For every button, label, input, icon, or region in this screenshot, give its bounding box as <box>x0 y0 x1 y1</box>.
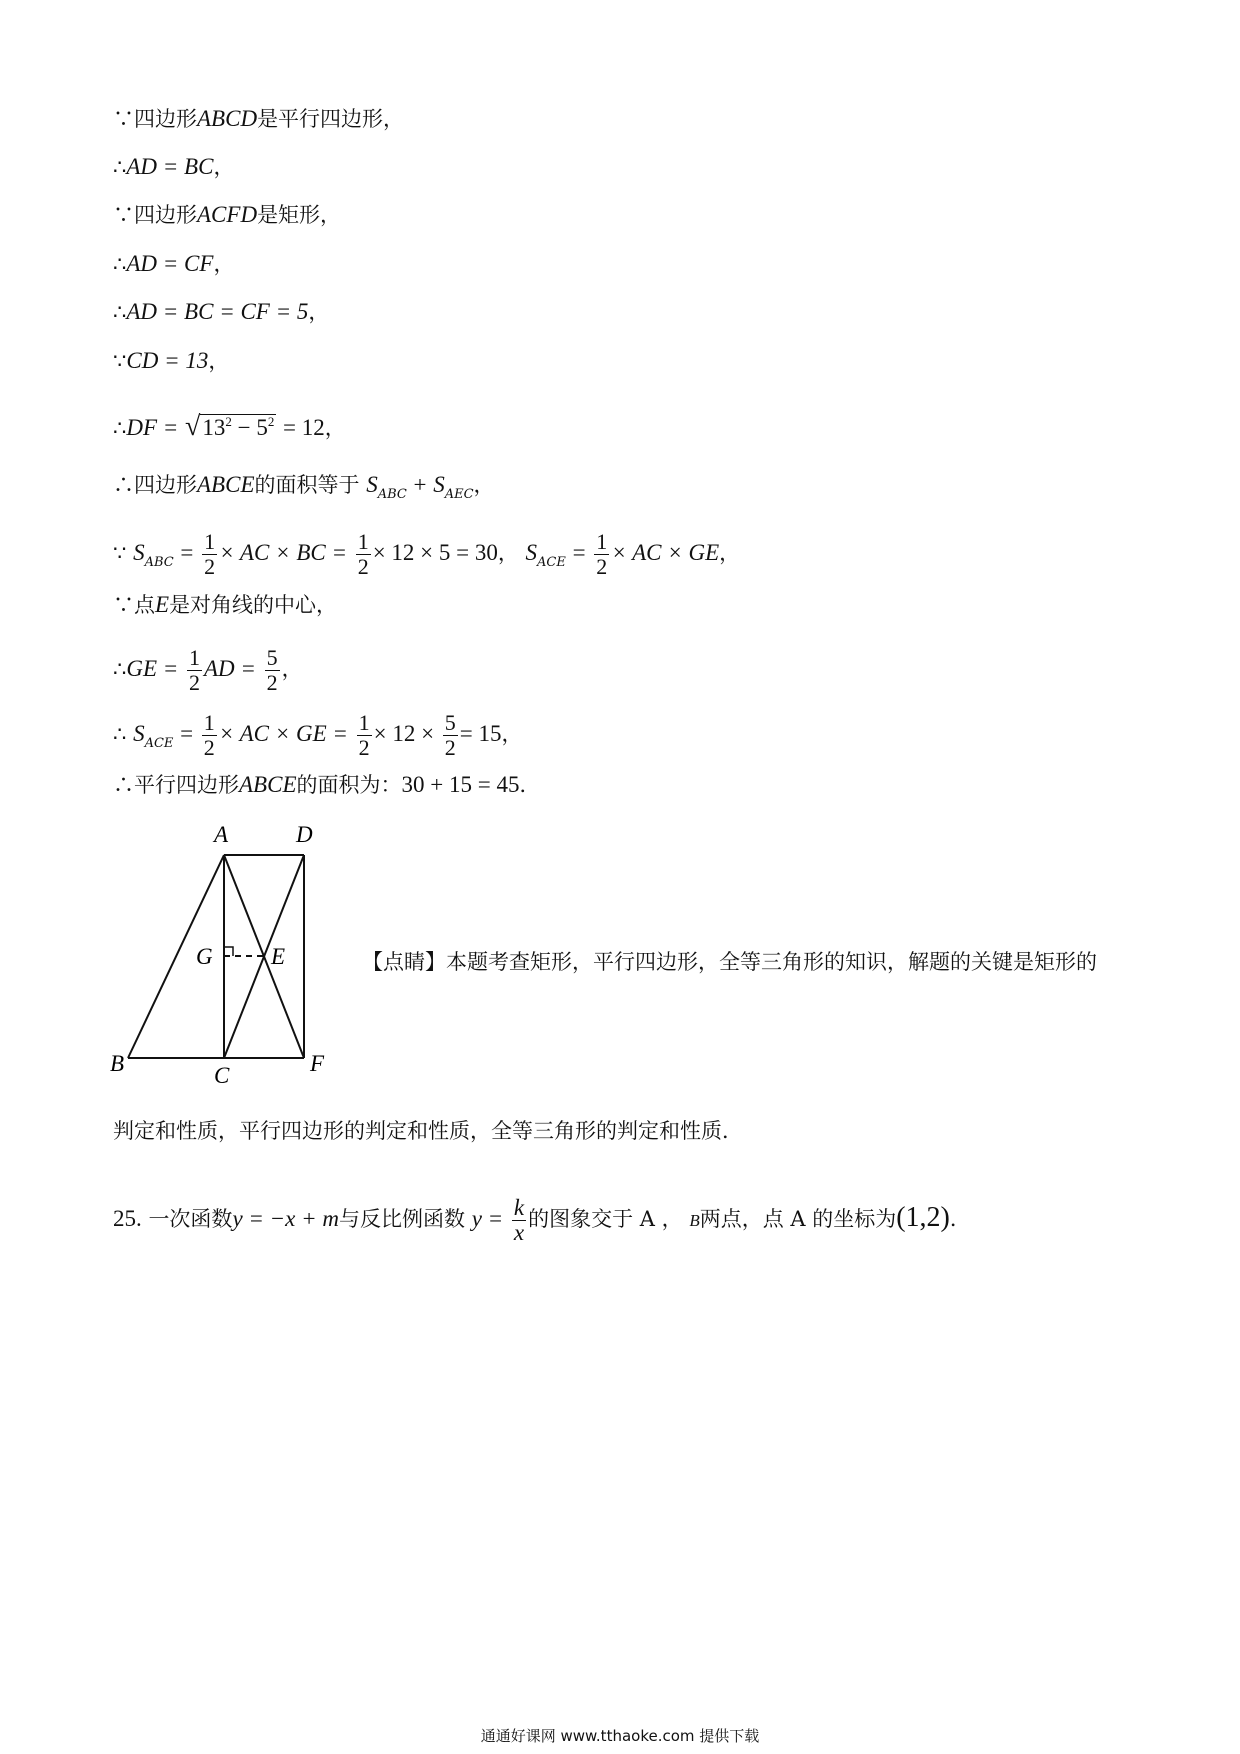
denominator: 2 <box>358 735 370 760</box>
text: 两点，点 A 的坐标为 <box>699 1207 897 1231</box>
math: S <box>133 540 145 565</box>
math: = <box>180 540 194 565</box>
note-line-1: 【点睛】本题考查矩形，平行四边形，全等三角形的知识，解题的关键是矩形的 <box>362 950 1097 974</box>
text: ， <box>213 252 235 276</box>
subscript: AEC <box>444 487 474 502</box>
numerator: 1 <box>358 710 370 735</box>
text: ， <box>208 349 230 373</box>
text: 一次函数 <box>148 1207 233 1231</box>
fraction <box>512 1196 526 1245</box>
geometry-diagram <box>108 820 348 1090</box>
math: y = −x + m <box>232 1206 340 1231</box>
radical: √ <box>185 411 201 442</box>
text: ， <box>324 416 346 440</box>
math: = 15 <box>459 721 502 746</box>
math: ACFD <box>197 202 258 227</box>
denominator: 2 <box>444 735 456 760</box>
math: × AC × GE = <box>218 721 348 746</box>
proof-line-1 <box>113 104 404 134</box>
math: DF = <box>126 415 179 440</box>
fraction <box>202 530 217 579</box>
proof-line-s <box>113 530 740 579</box>
math: S <box>366 472 378 497</box>
text: ， <box>281 657 303 681</box>
geometry-figure <box>108 820 348 1094</box>
proof-line-s2 <box>113 711 523 760</box>
math: S <box>133 721 145 746</box>
text: ∵四边形 <box>113 107 197 131</box>
math: AD = <box>204 656 256 681</box>
label-b: B <box>110 1051 125 1076</box>
text: 的面积等于 <box>254 473 360 497</box>
fraction <box>187 646 202 695</box>
text: ∴ <box>113 657 127 681</box>
proof-line-df <box>113 407 346 443</box>
label-e: E <box>271 944 286 969</box>
subscript: ABC <box>144 555 174 570</box>
proof-line-ge <box>113 646 303 695</box>
numerator: 1 <box>203 710 215 735</box>
text: 的图象交于 A ， <box>528 1207 683 1231</box>
question-number: 25. <box>113 1206 142 1231</box>
subscript: ACE <box>144 736 174 751</box>
proof-line-5 <box>113 297 329 327</box>
text: ∴ <box>113 722 127 746</box>
fraction <box>202 711 217 760</box>
radicand: $13^2 - 5^2$ <box>202 414 275 440</box>
text: 与反比例函数 <box>339 1207 466 1231</box>
numerator: 5 <box>266 645 278 670</box>
radicand-a: 13 <box>202 415 226 440</box>
text: ， <box>308 300 330 324</box>
text: ∵ <box>113 541 127 565</box>
text: 的面积为： <box>296 773 402 797</box>
text: ∵点 <box>113 593 155 617</box>
math: × 12 × 5 = 30 <box>372 540 498 565</box>
text: 是平行四边形， <box>257 107 405 131</box>
text: ∵ <box>113 349 127 373</box>
proof-line-area <box>113 470 495 510</box>
text: ∴平行四边形 <box>113 773 239 797</box>
denominator: 2 <box>266 670 278 695</box>
denominator: 2 <box>596 554 608 579</box>
label-g: G <box>196 944 213 969</box>
text: ， <box>213 155 235 179</box>
denominator: 2 <box>204 554 216 579</box>
math: S <box>525 540 538 565</box>
numerator: 1 <box>596 529 608 554</box>
proof-line-3 <box>113 200 341 230</box>
math: + <box>413 472 427 497</box>
fraction <box>594 530 609 579</box>
proof-line-final <box>113 770 540 800</box>
text: ∴ <box>113 252 127 276</box>
text: ． <box>949 1207 971 1231</box>
right-angle-mark <box>224 947 233 956</box>
math: AD = BC <box>126 154 214 179</box>
math: AD = CF <box>126 251 214 276</box>
text: ， <box>501 722 523 746</box>
numerator: 1 <box>204 529 216 554</box>
text: ∵四边形 <box>113 203 197 227</box>
text: ， <box>473 473 495 497</box>
math: ABCE <box>239 772 297 797</box>
text: 是矩形， <box>257 203 342 227</box>
denominator: 2 <box>357 554 369 579</box>
math: GE = <box>126 656 179 681</box>
label-a: A <box>214 822 229 847</box>
numerator: 1 <box>189 645 200 670</box>
proof-line-e <box>113 590 337 620</box>
numerator: 1 <box>357 529 369 554</box>
text: ， <box>497 541 519 565</box>
fraction <box>443 711 458 760</box>
math: AD = BC = CF = 5 <box>126 299 309 324</box>
subscript: ACE <box>537 555 566 570</box>
math: × 12 × <box>373 721 435 746</box>
text: ∴四边形 <box>113 473 197 497</box>
page-footer: 通通好课网 www.tthaoke.com 提供下载 <box>480 1727 760 1745</box>
math: CD = 13 <box>126 348 209 373</box>
math: = 12 <box>283 415 325 440</box>
math: ABCD <box>197 106 258 131</box>
math: = <box>180 721 194 746</box>
math: ABCE <box>197 472 255 497</box>
math: 30 + 15 = 45 <box>401 772 520 797</box>
label-f: F <box>310 1051 325 1076</box>
label-c: C <box>214 1063 230 1088</box>
math: y = <box>471 1206 504 1231</box>
proof-line-4 <box>113 249 234 279</box>
text: ∴ <box>113 416 127 440</box>
proof-line-6 <box>113 346 229 376</box>
text: ． <box>519 773 541 797</box>
math: = <box>572 540 586 565</box>
fraction <box>265 646 280 695</box>
proof-line-2 <box>113 152 234 182</box>
fraction <box>357 711 372 760</box>
math: E <box>155 592 170 617</box>
text: ∴ <box>113 155 127 179</box>
fraction <box>356 530 371 579</box>
label-d: D <box>296 822 313 847</box>
denominator: x <box>513 1220 525 1245</box>
math: × AC × GE <box>611 540 720 565</box>
math: × AC × BC = <box>219 540 347 565</box>
note-line-2: 判定和性质，平行四边形的判定和性质，全等三角形的判定和性质． <box>113 1119 743 1143</box>
subscript: ABC <box>377 487 407 502</box>
math: (1,2) <box>896 1202 950 1233</box>
numerator: 5 <box>444 710 456 735</box>
denominator: 2 <box>189 670 200 695</box>
denominator: 2 <box>203 735 215 760</box>
math: S <box>433 472 445 497</box>
text: 是对角线的中心， <box>169 593 338 617</box>
radicand-b: 5 <box>256 415 268 440</box>
text: ∴ <box>113 300 127 324</box>
text: ， <box>719 541 741 565</box>
numerator: k <box>513 1195 525 1220</box>
question-25 <box>113 1196 971 1245</box>
math: B <box>689 1211 700 1230</box>
